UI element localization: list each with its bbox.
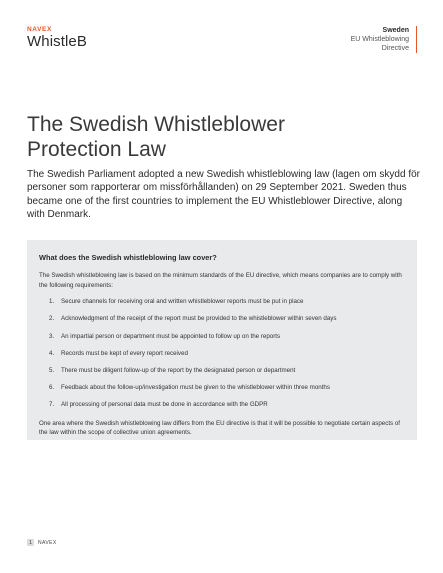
- list-item-number: 3.: [49, 332, 55, 340]
- list-item: [39, 298, 405, 306]
- footer-brand: NAVEX: [38, 539, 57, 546]
- list-item-text: Acknowledgment of the receipt of the report must be provided to the whistleblower within seven days: [61, 315, 337, 323]
- requirements-list: [39, 298, 405, 409]
- list-item-text: Feedback about the follow-up/investigation must be given to the whistleblower within three months: [61, 384, 330, 392]
- box-heading: What does the Swedish whistleblowing law cover?: [39, 253, 217, 262]
- brand-parent-name: NAVEX: [27, 26, 52, 33]
- box-lead-paragraph: The Swedish whistleblowing law is based on the minimum standards of the EU directive, which means companies are to comply with the following requirements:: [39, 272, 402, 289]
- box-closing-paragraph: One area where the Swedish whistleblowing law differs from the EU directive is that it will be possible to negotiate certain aspects of the law within the scope of collective union agreements.: [39, 419, 401, 437]
- list-item-number: 2.: [49, 315, 55, 323]
- brand-logo: [27, 26, 87, 50]
- page-title-line-1: The Swedish Whistleblower: [27, 113, 285, 136]
- list-item: [39, 367, 405, 375]
- list-item: [39, 350, 405, 358]
- list-item-number: 6.: [49, 384, 55, 392]
- page-title: [27, 112, 407, 162]
- list-item-number: 7.: [49, 401, 55, 409]
- list-item-text: Records must be kept of every report received: [61, 349, 188, 357]
- brand-product-name: WhistleB: [27, 33, 87, 50]
- intro-paragraph: The Swedish Parliament adopted a new Swedish whistleblowing law (lagen om skydd för personer som rapporterar om missförhållanden) on 29 September 2021. Sweden thus became one of the first countries to implement the EU Whistleblower Directive, along with Denmark.: [27, 169, 420, 220]
- coverage-info-box: [27, 240, 417, 440]
- list-item: [39, 315, 405, 323]
- list-item-number: 1.: [49, 298, 55, 306]
- page-title-line-2: Protection Law: [27, 138, 166, 161]
- list-item: [39, 401, 405, 409]
- list-item: [39, 384, 405, 392]
- list-item-text: There must be diligent follow-up of the report by the designated person or department: [61, 366, 296, 374]
- page-footer: [27, 539, 57, 546]
- tag-line-2: Directive: [381, 45, 409, 52]
- list-item-number: 4.: [49, 349, 55, 357]
- list-item-number: 5.: [49, 366, 55, 374]
- list-item: [39, 333, 405, 341]
- tag-line-1: EU Whistleblowing: [350, 36, 409, 43]
- page-number: 1: [27, 539, 34, 546]
- list-item-text: An impartial person or department must be appointed to follow up on the reports: [61, 332, 281, 340]
- list-item-text: Secure channels for receiving oral and written whistleblower reports must be put in place: [61, 298, 304, 306]
- document-tag: [351, 26, 417, 53]
- list-item-text: All processing of personal data must be done in accordance with the GDPR: [61, 401, 268, 409]
- tag-country: Sweden: [382, 27, 409, 34]
